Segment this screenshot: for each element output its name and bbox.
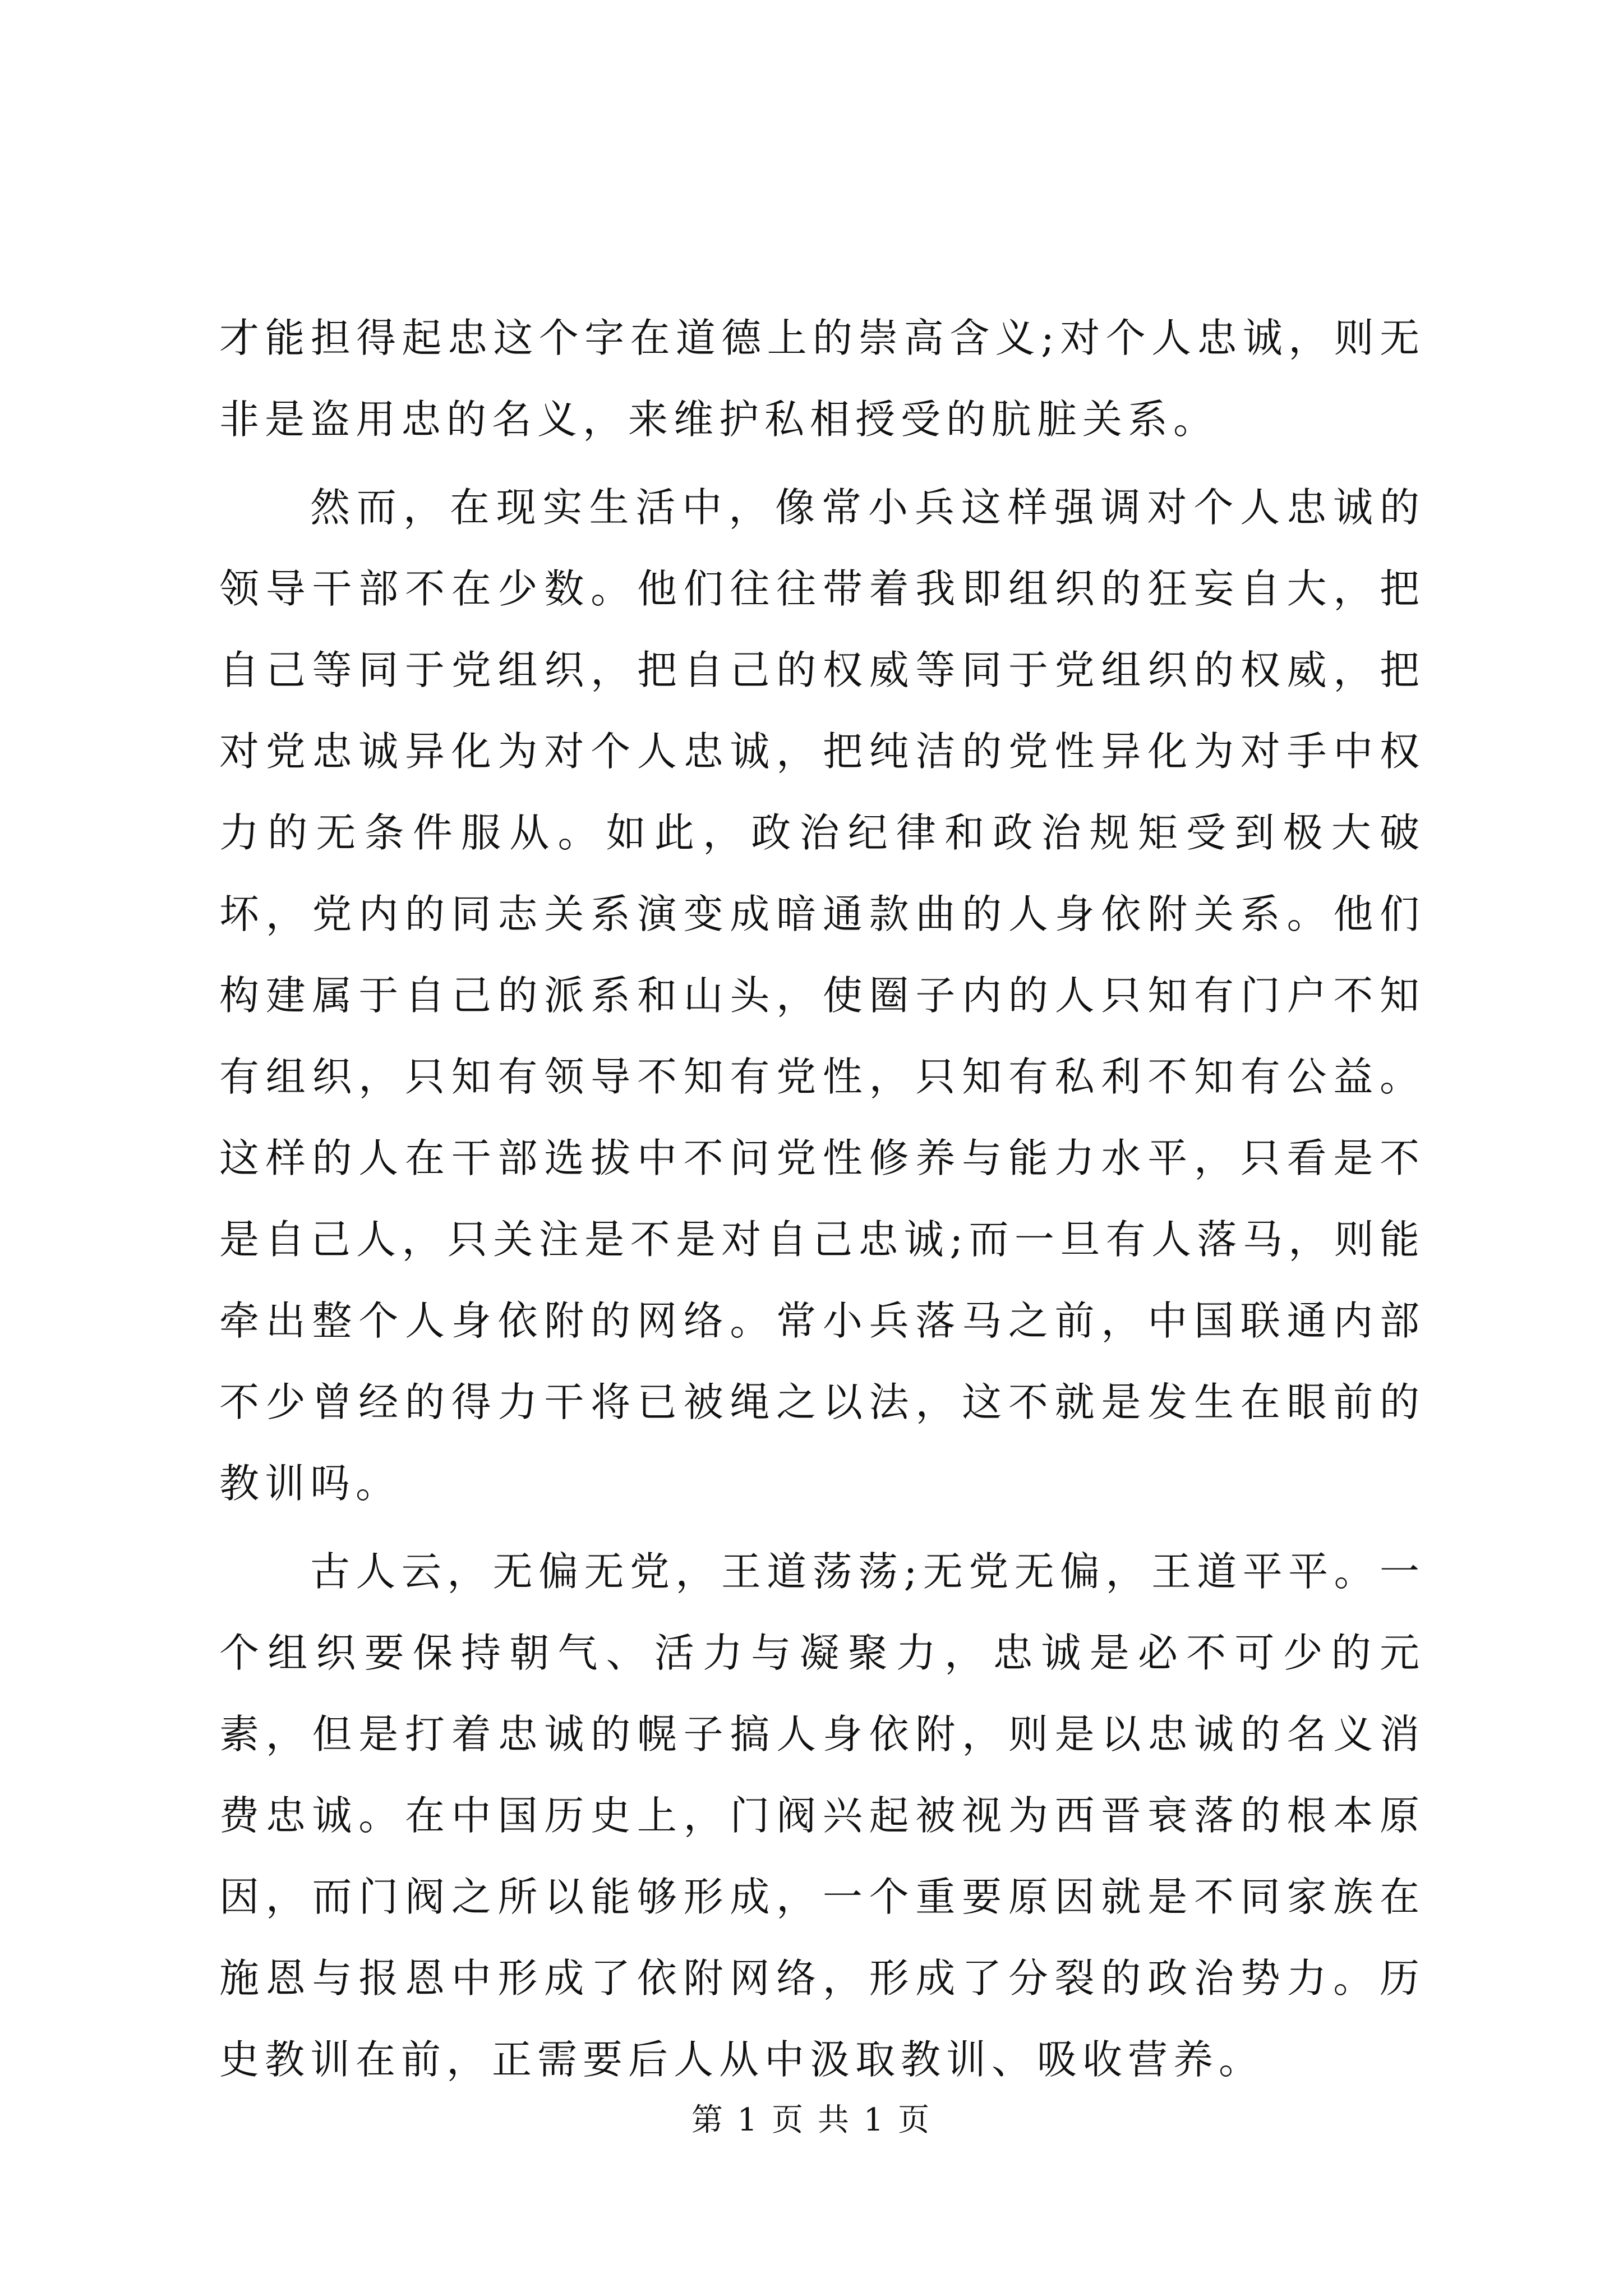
- paragraph-2: 然而，在现实生活中，像常小兵这样强调对个人忠诚的领导干部不在少数。他们往往带着我即组织的狂妄自大，把自己等同于党组织，把自己的权威等同于党组织的权威，把对党忠诚异化为对个人忠诚，把纯洁的党性异化为对手中权力的无条件服从。如此，政治纪律和政治规矩受到极大破坏，党内的同志关系演变成暗通款曲的人身依附关系。他们构建属于自己的派系和山头，使圈子内的人只知有门户不知有组织，只知有领导不知有党性，只知有私利不知有公益。这样的人在干部选拔中不问党性修养与能力水平，只看是不是自己人，只关注是不是对自己忠诚;而一旦有人落马，则能牵出整个人身依附的网络。常小兵落马之前，中国联通内部不少曾经的得力干将已被绳之以法，这不就是发生在眼前的教训吗。: [219, 484, 1425, 1507]
- paragraph-3: 古人云，无偏无党，王道荡荡;无党无偏，王道平平。一个组织要保持朝气、活力与凝聚力，忠诚是必不可少的元素，但是打着忠诚的幌子搞人身依附，则是以忠诚的名义消费忠诚。在中国历史上，门阀兴起被视为西晋衰落的根本原因，而门阀之所以能够形成，一个重要原因就是不同家族在施恩与报恩中形成了依附网络，形成了分裂的政治势力。历史教训在前，正需要后人从中汲取教训、吸收营养。: [219, 1548, 1425, 2083]
- body-text: [219, 297, 1425, 2100]
- paragraph-1: 才能担得起忠这个字在道德上的崇高含义;对个人忠诚，则无非是盗用忠的名义，来维护私相授受的肮脏关系。: [219, 315, 1425, 443]
- page-footer: 第 1 页 共 1 页: [691, 2102, 932, 2138]
